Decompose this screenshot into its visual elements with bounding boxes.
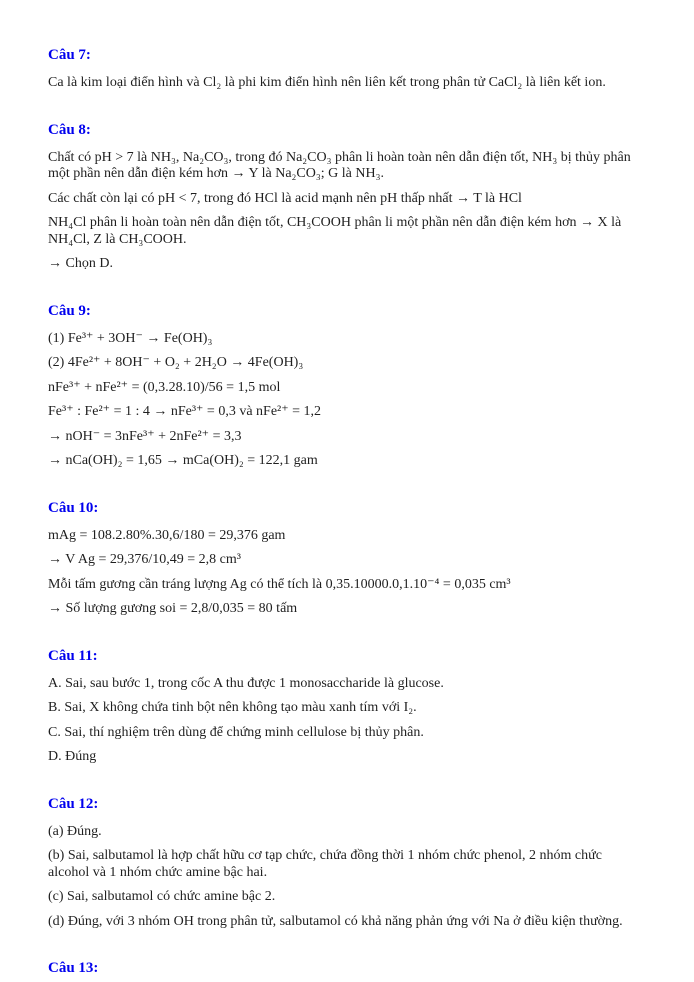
equation-line: → nCa(OH)₂ = 1,65 → mCa(OH)₂ = 122,1 gam xyxy=(48,453,318,468)
option-line: A. Sai, sau bước 1, trong cốc A thu được 1 monosaccharide là glucose. xyxy=(48,675,444,691)
answer-line: → Số lượng gương soi = 2,8/0,035 = 80 tấm xyxy=(48,601,298,616)
question-heading: Câu 11: xyxy=(48,647,98,664)
section-cau-13 xyxy=(48,959,646,977)
question-heading: Câu 10: xyxy=(48,499,99,516)
equation-line: mAg = 108.2.80%.30,6/180 = 29,376 gam xyxy=(48,527,286,543)
option-line: (d) Đúng, với 3 nhóm OH trong phân tử, salbutamol có khả năng phản ứng với Na ở điều kiện thường. xyxy=(48,913,623,929)
section-cau-9 xyxy=(48,302,646,470)
option-line: C. Sai, thí nghiệm trên dùng để chứng minh cellulose bị thủy phân. xyxy=(48,724,424,740)
question-heading: Câu 9: xyxy=(48,302,91,319)
section-cau-7 xyxy=(48,46,646,92)
option-line: (a) Đúng. xyxy=(48,823,102,839)
question-heading: Câu 12: xyxy=(48,795,99,812)
section-cau-12 xyxy=(48,795,646,931)
section-cau-8 xyxy=(48,121,646,273)
equation-line: (2) 4Fe²⁺ + 8OH⁻ + O₂ + 2H₂O → 4Fe(OH)₃ xyxy=(48,355,304,370)
section-cau-11 xyxy=(48,647,646,766)
question-heading: Câu 8: xyxy=(48,121,91,138)
solution-paragraph: NH₄Cl phân li hoàn toàn nên dẫn điện tốt, CH₃COOH phân li một phần nên dẫn điện kém hơn → X là NH₄Cl, Z là CH₃COOH. xyxy=(48,215,622,247)
section-cau-10 xyxy=(48,499,646,618)
equation-line: → V Ag = 29,376/10,49 = 2,8 cm³ xyxy=(48,552,241,567)
equation-line: (1) Fe³⁺ + 3OH⁻ → Fe(OH)₃ xyxy=(48,330,213,346)
answer-line: → Chọn D. xyxy=(48,256,113,271)
solution-paragraph: Ca là kim loại điển hình và Cl₂ là phi kim điển hình nên liên kết trong phân tử CaCl₂ là liên kết ion. xyxy=(48,75,606,90)
solution-paragraph: Chất có pH > 7 là NH₃, Na₂CO₃, trong đó Na₂CO₃ phân li hoàn toàn nên dẫn điện tốt, NH₃ bị thủy phân một phần nên dẫn điện kém hơn → Y là Na₂CO₃; G là NH₃. xyxy=(48,149,631,181)
equation-line: nFe³⁺ + nFe²⁺ = (0,3.28.10)/56 = 1,5 mol xyxy=(48,379,281,395)
solution-paragraph: Mỗi tấm gương cần tráng lượng Ag có thể tích là 0,35.10000.0,1.10⁻⁴ = 0,035 cm³ xyxy=(48,576,511,592)
option-line: (b) Sai, salbutamol là hợp chất hữu cơ tạp chức, chứa đồng thời 1 nhóm chức phenol, 2 nhóm chức alcohol và 1 nhóm chức amine bậc hai. xyxy=(48,848,602,880)
question-heading: Câu 13: xyxy=(48,960,99,976)
option-line: B. Sai, X không chứa tinh bột nên không tạo màu xanh tím với I₂. xyxy=(48,700,417,715)
equation-line: → nOH⁻ = 3nFe³⁺ + 2nFe²⁺ = 3,3 xyxy=(48,428,242,444)
option-line: (c) Sai, salbutamol có chức amine bậc 2. xyxy=(48,889,276,904)
option-line: D. Đúng xyxy=(48,749,97,764)
question-heading: Câu 7: xyxy=(48,47,91,63)
solution-paragraph: Các chất còn lại có pH < 7, trong đó HCl là acid mạnh nên pH thấp nhất → T là HCl xyxy=(48,190,522,206)
equation-line: Fe³⁺ : Fe²⁺ = 1 : 4 → nFe³⁺ = 0,3 và nFe²⁺ = 1,2 xyxy=(48,404,322,419)
